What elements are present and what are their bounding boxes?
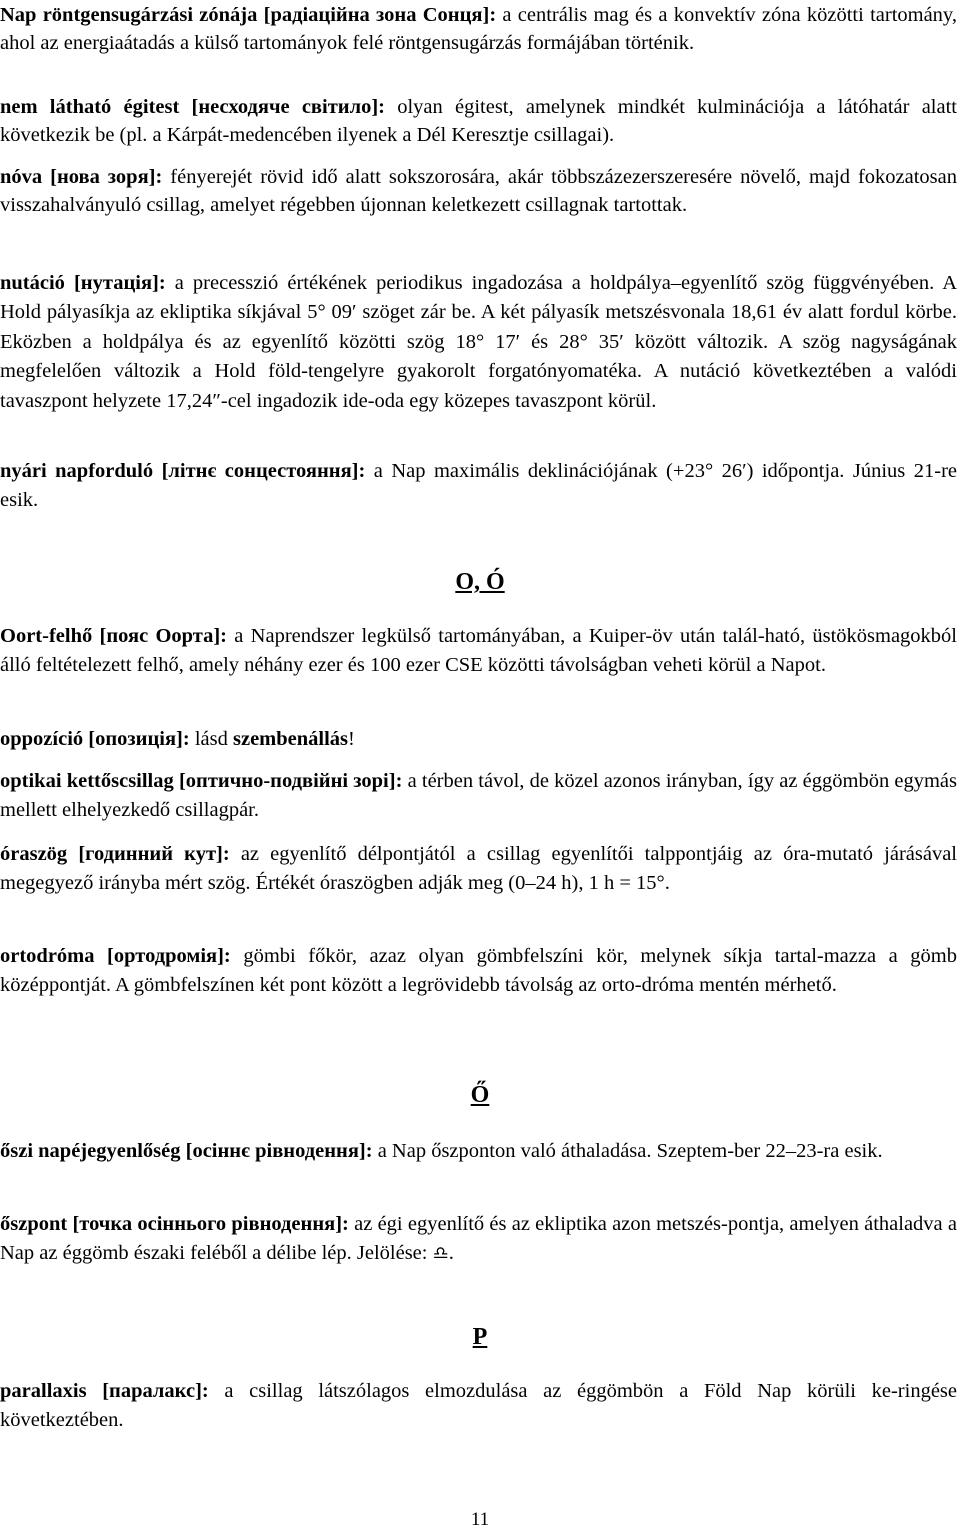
entry-definition: a Nap őszponton való áthaladása. Szeptem-ber 22–23-ra esik. (372, 1140, 883, 1162)
entry-oort-felho (0, 622, 957, 679)
entry-definition: gömbi főkör, azaz olyan gömbfelszíni kör, melynek síkja tartal-mazza a gömb középpontját. A gömbfelszínen két pont között a legrövidebb távolság az orto-dróma mentén mérhető. (0, 945, 957, 996)
entry-definition: lásd (189, 728, 233, 750)
entry-optikai-kettoscsillag (0, 767, 957, 824)
entry-term: nyári napforduló [літнє сонцестояння]: (0, 460, 366, 482)
entry-definition: a térben távol, de közel azonos irányban, így az éggömbön egymás mellett elhelyezkedő csillagpár. (0, 770, 957, 821)
entry-definition: az égi egyenlítő és az ekliptika azon metszés-pontja, amelyen áthaladva a Nap az éggömb északi feléből a délibe lép. Jelölése: (0, 1213, 957, 1264)
cross-reference: szembenállás (233, 728, 349, 750)
entry-definition: a Nap maximális deklinációjának (+23° 26′) időpontja. Június 21-re esik. (0, 460, 957, 512)
entry-definition: a precesszió értékének periodikus ingadozása a holdpálya–egyenlítő szög függvényében. A Hold pályasíkja az ekliptika síkjával 5° 09′ szöget zár be. A két pályasík metszésvonala 18,61 év alatt fordul körbe. Eközben a holdpálya és az egyenlítő közötti szög 18° 17′ és 28° 35′ között változik. A szög nagyságának megfelelően változik a Hold föld-tengelyre gyakorolt forgatónyomatéka. A nutáció következtében a valódi tavaszpont helyzete 17,24″-cel ingadozik ide-oda egy közepes tavaszpont körül. (0, 272, 957, 412)
entry-definition: olyan égitest, amelynek mindkét kulminációja a látóhatár alatt következik be (pl. a Kárpát-medencében ilyenek a Dél Keresztje csillagai). (0, 96, 957, 146)
entry-parallaxis (0, 1377, 957, 1434)
entry-term: nutáció [нутація]: (0, 272, 166, 294)
entry-oszpont (0, 1210, 957, 1268)
entry-nem-lathato-egitest (0, 94, 957, 149)
entry-term: őszi napéjegyenlőség [осіннє рівнодення]: (0, 1140, 373, 1162)
entry-term: nóva [нова зоря]: (0, 166, 163, 188)
entry-ortodroma (0, 942, 957, 999)
entry-definition: a centrális mag és a konvektív zóna közötti tartomány, ahol az energiaátadás a külső tartományok felé röntgensugárzás formájában történik. (0, 4, 957, 54)
section-heading-o: O, Ó (455, 569, 505, 595)
libra-icon: ♎ (432, 1242, 449, 1264)
entry-definition: az egyenlítő délpontjától a csillag egyenlítői talppontjáig az óra-mutató járásával megegyező irányba mért szög. Értékét óraszögben adják meg (0–24 h), 1 h = 15°. (0, 843, 957, 894)
entry-definition-end: ! (348, 728, 355, 750)
entry-definition: a Naprendszer legkülső tartományában, a Kuiper-öv után talál-ható, üstökösmagokból álló feltételezett felhő, amely néhány ezer és 100 ezer CSE közötti távolságban veheti körül a Napot. (0, 625, 957, 676)
entry-oraszog (0, 840, 957, 897)
entry-nova (0, 164, 957, 219)
section-heading-p: P (472, 1324, 488, 1350)
entry-definition-end: . (448, 1241, 454, 1264)
page-number: 11 (470, 1509, 490, 1530)
entry-nap-rontgensugarzasi-zona (0, 2, 957, 57)
entry-nutacio (0, 269, 957, 416)
section-heading-oo: Ő (470, 1082, 490, 1108)
entry-term: Nap röntgensugárzási zónája [радіаційна зона Сонця]: (0, 4, 497, 26)
entry-term: óraszög [годинний кут]: (0, 843, 230, 865)
entry-oppozicio (0, 725, 957, 754)
entry-term: Oort-felhő [пояс Оорта]: (0, 625, 228, 647)
entry-term: parallaxis [паралакс]: (0, 1380, 209, 1402)
entry-nyari-napfordulo (0, 457, 957, 516)
entry-term: optikai kettőscsillag [оптично-подвійні зорі]: (0, 770, 403, 792)
entry-term: nem látható égitest [несходяче світило]: (0, 96, 385, 118)
entry-definition: a csillag látszólagos elmozdulása az éggömbön a Föld Nap körüli ke-ringése következtében. (0, 1380, 958, 1431)
entry-term: ortodróma [ортодромія]: (0, 945, 231, 967)
entry-oszi-napejegyenloseg (0, 1137, 957, 1166)
entry-definition: fényerejét rövid idő alatt sokszorosára, akár többszázezerszeresére növelő, majd fokozatosan visszahalványuló csillag, amelyet régebben újonnan keletkezett csillagnak tartottak. (0, 166, 957, 216)
entry-term: őszpont [точка осіннього рівнодення]: (0, 1213, 349, 1235)
entry-term: oppozíció [опозиція]: (0, 728, 190, 750)
